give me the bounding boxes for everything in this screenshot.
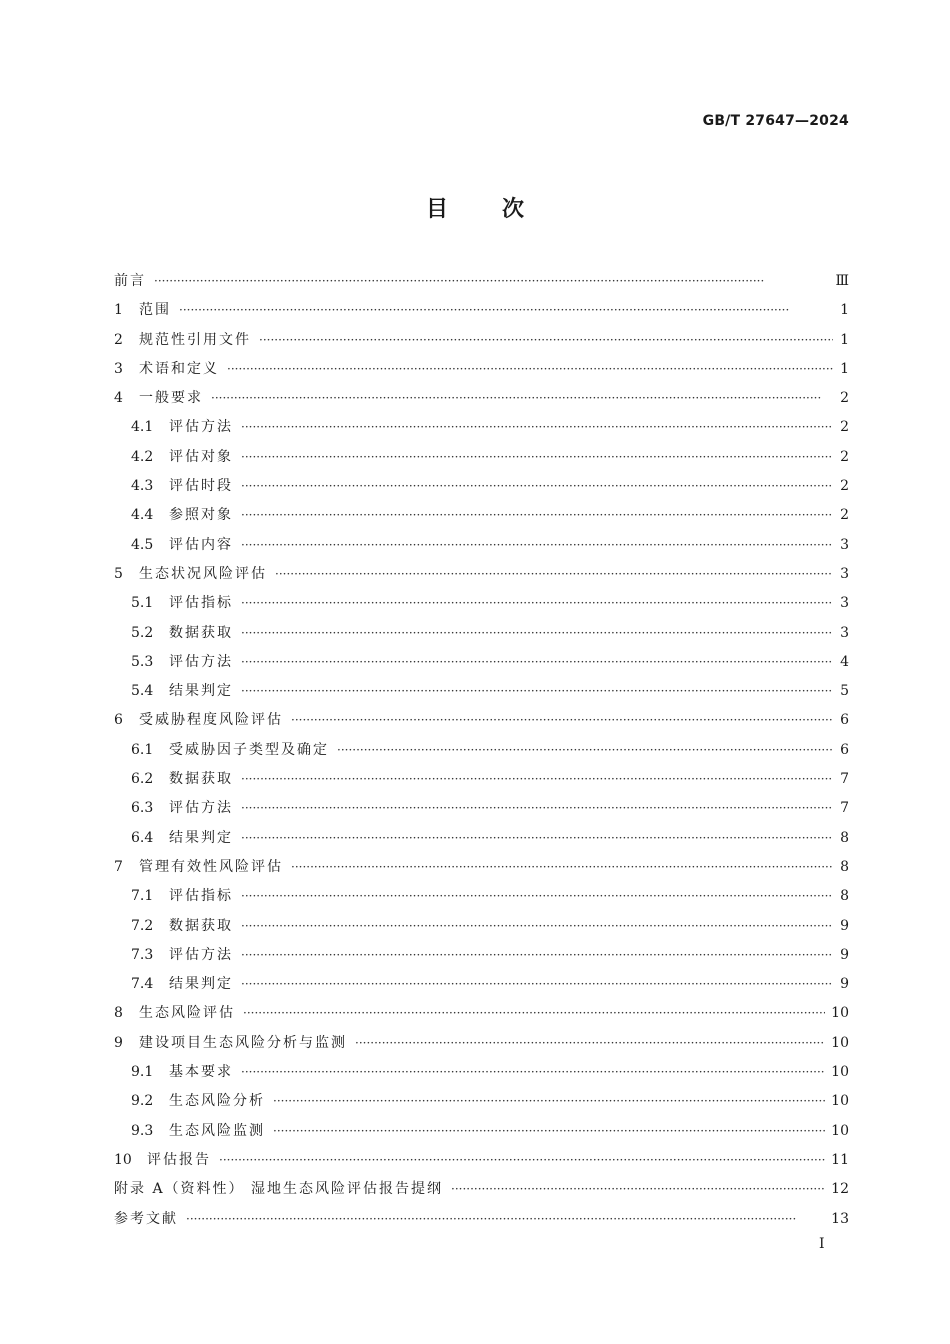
toc-entry-number: 6 <box>114 712 123 729</box>
toc-entry[interactable] <box>114 973 849 1002</box>
toc-entry-page: 9 <box>840 976 849 993</box>
toc-entry-number: 3 <box>114 360 123 377</box>
toc-entry-title: 评估时段 <box>169 478 233 495</box>
table-of-contents <box>114 270 849 1237</box>
toc-leader-dots <box>241 831 833 845</box>
toc-entry-number: 9.1 <box>131 1064 154 1081</box>
toc-leader-dots <box>241 655 833 669</box>
toc-leader-dots <box>275 567 833 581</box>
toc-entry-title: 评估指标 <box>169 595 233 612</box>
toc-entry-title: 评估内容 <box>169 536 233 553</box>
toc-entry-title: 建设项目生态风险分析与监测 <box>139 1034 347 1051</box>
toc-entry[interactable] <box>114 299 849 328</box>
toc-entry-number: 7.2 <box>131 917 154 934</box>
toc-leader-dots <box>241 1065 825 1079</box>
toc-entry-page: 3 <box>840 536 849 553</box>
toc-entry-page: 2 <box>840 419 849 436</box>
toc-entry-page: 2 <box>840 478 849 495</box>
toc-entry[interactable] <box>114 416 849 445</box>
toc-entry-page: 9 <box>840 917 849 934</box>
toc-entry[interactable] <box>114 915 849 944</box>
toc-entry-page: 12 <box>831 1181 849 1198</box>
toc-entry-page: 7 <box>840 771 849 788</box>
page-number: I <box>819 1236 825 1252</box>
toc-entry-number: 4.5 <box>131 536 154 553</box>
toc-entry-title: 受威胁因子类型及确定 <box>169 741 329 758</box>
toc-entry-page: 13 <box>831 1210 849 1227</box>
toc-entry-number: 5.3 <box>131 653 154 670</box>
toc-entry-title: 参考文献 <box>114 1210 178 1227</box>
toc-entry-page: 10 <box>831 1064 849 1081</box>
toc-entry[interactable] <box>114 358 849 387</box>
toc-entry-number: 1 <box>114 302 123 319</box>
toc-leader-dots <box>211 391 833 405</box>
toc-entry-page: 1 <box>840 302 849 319</box>
toc-entry[interactable] <box>114 797 849 826</box>
toc-leader-dots <box>273 1094 825 1108</box>
toc-entry-title: 评估方法 <box>169 653 233 670</box>
toc-entry[interactable] <box>114 709 849 738</box>
toc-entry-number: 6.4 <box>131 829 154 846</box>
toc-entry[interactable] <box>114 592 849 621</box>
toc-leader-dots <box>291 713 833 727</box>
toc-entry-number: 4.3 <box>131 478 154 495</box>
toc-entry-title: 参照对象 <box>169 507 233 524</box>
toc-leader-dots <box>227 362 833 376</box>
toc-entry-page: 5 <box>840 683 849 700</box>
toc-entry-page: 7 <box>840 800 849 817</box>
toc-entry-number: 8 <box>114 1005 123 1022</box>
toc-leader-dots <box>355 1036 825 1050</box>
toc-entry-title: 评估方法 <box>169 800 233 817</box>
toc-entry-title: 生态风险分析 <box>169 1093 265 1110</box>
toc-entry-title: 范围 <box>139 302 171 319</box>
title-char-2: 次 <box>502 197 525 222</box>
toc-entry-title: 一般要求 <box>139 390 203 407</box>
standard-code: GB/T 27647—2024 <box>702 113 849 129</box>
toc-leader-dots <box>241 538 833 552</box>
toc-entry-number: 6.1 <box>131 741 154 758</box>
toc-entry-number: 5.1 <box>131 595 154 612</box>
toc-entry-page: 11 <box>831 1151 849 1168</box>
toc-entry-page: 2 <box>840 448 849 465</box>
toc-entry-page: 1 <box>840 360 849 377</box>
toc-entry[interactable] <box>114 387 849 416</box>
toc-leader-dots <box>241 450 833 464</box>
toc-leader-dots <box>337 743 833 757</box>
toc-leader-dots <box>241 420 833 434</box>
toc-entry-title: 受威胁程度风险评估 <box>139 712 283 729</box>
toc-entry[interactable] <box>114 944 849 973</box>
toc-entry-title: 评估对象 <box>169 448 233 465</box>
toc-leader-dots <box>219 1153 825 1167</box>
toc-entry-title: 评估报告 <box>147 1151 211 1168</box>
toc-leader-dots <box>241 977 833 991</box>
toc-entry-page: 3 <box>840 624 849 641</box>
toc-entry[interactable] <box>114 1002 849 1031</box>
toc-leader-dots <box>451 1182 825 1196</box>
toc-entry-title: 附录 A（资料性） 湿地生态风险评估报告提纲 <box>114 1181 444 1198</box>
toc-entry-page: 3 <box>840 595 849 612</box>
toc-leader-dots <box>241 801 833 815</box>
toc-entry-number: 4.2 <box>131 448 154 465</box>
toc-leader-dots <box>241 626 833 640</box>
toc-leader-dots <box>241 596 833 610</box>
toc-entry[interactable] <box>114 856 849 885</box>
toc-entry-page: 3 <box>840 565 849 582</box>
toc-entry-title: 评估指标 <box>169 888 233 905</box>
toc-leader-dots <box>179 303 833 317</box>
toc-leader-dots <box>291 860 833 874</box>
toc-entry-page: 10 <box>831 1093 849 1110</box>
toc-leader-dots <box>241 948 833 962</box>
toc-entry-title: 评估方法 <box>169 946 233 963</box>
page-title <box>0 192 950 223</box>
toc-entry-title: 基本要求 <box>169 1064 233 1081</box>
toc-entry-number: 5.4 <box>131 683 154 700</box>
toc-entry[interactable] <box>114 475 849 504</box>
toc-entry[interactable] <box>114 534 849 563</box>
toc-entry-page: 9 <box>840 946 849 963</box>
toc-entry-title: 结果判定 <box>169 829 233 846</box>
toc-entry[interactable] <box>114 1120 849 1149</box>
toc-entry-number: 7.3 <box>131 946 154 963</box>
toc-entry-number: 4 <box>114 390 123 407</box>
toc-entry-number: 7.4 <box>131 976 154 993</box>
toc-entry-title: 术语和定义 <box>139 360 219 377</box>
toc-entry-title: 管理有效性风险评估 <box>139 858 283 875</box>
toc-entry-number: 5.2 <box>131 624 154 641</box>
toc-entry-number: 4.1 <box>131 419 154 436</box>
toc-entry-number: 10 <box>114 1151 132 1168</box>
toc-entry[interactable] <box>114 1208 849 1237</box>
toc-entry-title: 评估方法 <box>169 419 233 436</box>
toc-leader-dots <box>241 684 833 698</box>
toc-entry-number: 6.3 <box>131 800 154 817</box>
toc-entry-title: 生态风险监测 <box>169 1122 265 1139</box>
toc-entry-title: 结果判定 <box>169 683 233 700</box>
toc-entry-title: 生态状况风险评估 <box>139 565 267 582</box>
toc-leader-dots <box>259 333 833 347</box>
title-char-1: 目 <box>425 197 448 222</box>
toc-entry[interactable] <box>114 270 849 299</box>
toc-entry-title: 数据获取 <box>169 771 233 788</box>
toc-entry-title: 数据获取 <box>169 624 233 641</box>
toc-entry-number: 4.4 <box>131 507 154 524</box>
toc-entry-number: 7 <box>114 858 123 875</box>
toc-entry[interactable] <box>114 651 849 680</box>
toc-entry-number: 9 <box>114 1034 123 1051</box>
toc-entry[interactable] <box>114 446 849 475</box>
toc-entry-page: 6 <box>840 741 849 758</box>
toc-leader-dots <box>243 1006 825 1020</box>
toc-leader-dots <box>273 1124 825 1138</box>
toc-entry-title: 数据获取 <box>169 917 233 934</box>
toc-leader-dots <box>241 772 833 786</box>
toc-entry[interactable] <box>114 1178 849 1207</box>
toc-entry[interactable] <box>114 1061 849 1090</box>
toc-entry[interactable] <box>114 329 849 358</box>
toc-entry[interactable] <box>114 1149 849 1178</box>
toc-entry[interactable] <box>114 768 849 797</box>
toc-entry[interactable] <box>114 680 849 709</box>
toc-entry[interactable] <box>114 1032 849 1061</box>
toc-entry-number: 9.2 <box>131 1093 154 1110</box>
toc-leader-dots <box>154 274 829 288</box>
toc-leader-dots <box>241 479 833 493</box>
toc-leader-dots <box>241 919 833 933</box>
toc-entry-page: 10 <box>831 1034 849 1051</box>
toc-entry[interactable] <box>114 827 849 856</box>
toc-entry-number: 2 <box>114 331 123 348</box>
toc-entry-title: 前言 <box>114 273 146 289</box>
toc-entry-title: 结果判定 <box>169 976 233 993</box>
toc-entry-page: 4 <box>840 653 849 670</box>
toc-entry-number: 6.2 <box>131 771 154 788</box>
toc-leader-dots <box>241 508 833 522</box>
toc-entry-number: 9.3 <box>131 1122 154 1139</box>
toc-entry-page: 6 <box>840 712 849 729</box>
toc-entry-page: 8 <box>840 858 849 875</box>
toc-entry-page: 1 <box>840 331 849 348</box>
toc-entry-number: 5 <box>114 565 123 582</box>
toc-entry[interactable] <box>114 885 849 914</box>
toc-entry-title: 规范性引用文件 <box>139 331 251 348</box>
toc-entry-page: 10 <box>831 1005 849 1022</box>
toc-entry-number: 7.1 <box>131 888 154 905</box>
toc-entry-page: 10 <box>831 1122 849 1139</box>
toc-entry[interactable] <box>114 504 849 533</box>
toc-leader-dots <box>241 889 833 903</box>
toc-entry-page: Ⅲ <box>835 273 849 289</box>
toc-leader-dots <box>186 1212 825 1226</box>
toc-entry[interactable] <box>114 1090 849 1119</box>
toc-entry-page: 8 <box>840 829 849 846</box>
toc-entry-title: 生态风险评估 <box>139 1005 235 1022</box>
toc-entry[interactable] <box>114 563 849 592</box>
toc-entry[interactable] <box>114 739 849 768</box>
toc-entry[interactable] <box>114 622 849 651</box>
toc-entry-page: 2 <box>840 390 849 407</box>
toc-entry-page: 8 <box>840 888 849 905</box>
toc-entry-page: 2 <box>840 507 849 524</box>
